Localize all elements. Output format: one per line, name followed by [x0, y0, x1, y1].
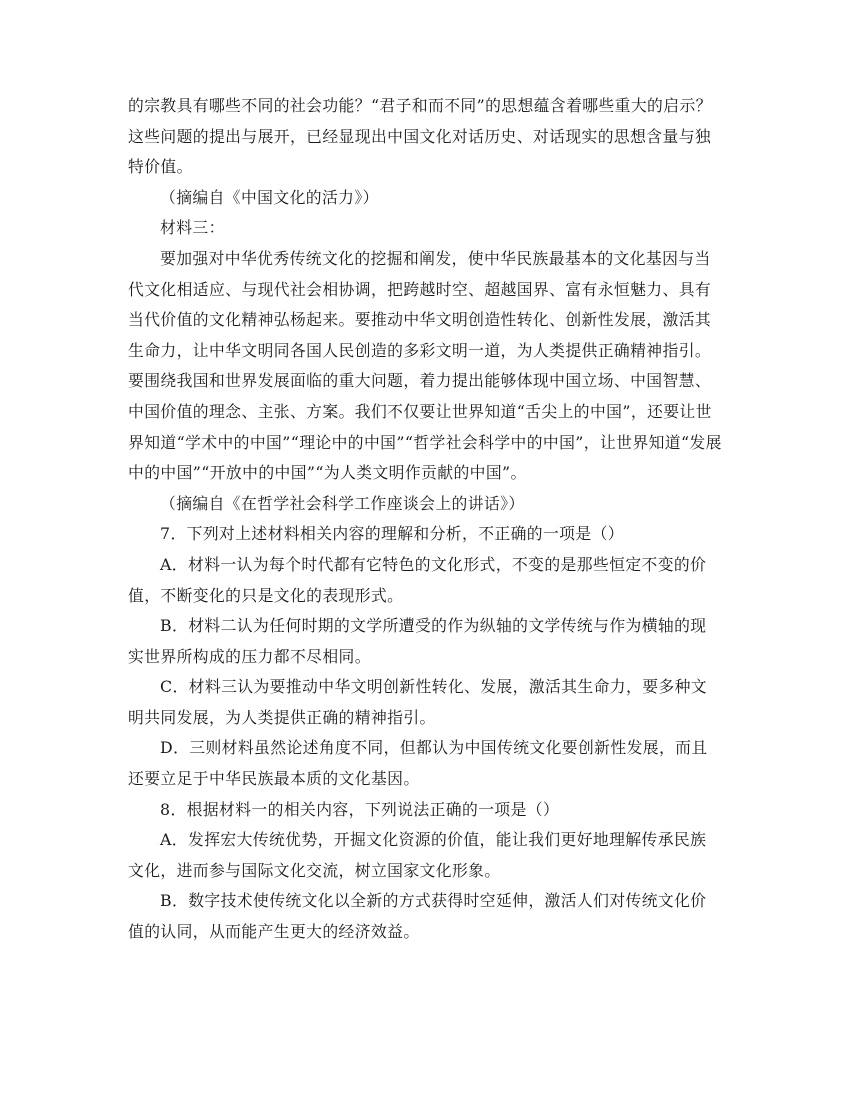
text-line: 界知道“学术中的中国”“理论中的中国”“哲学社会科学中的中国”，让世界知道“发展 — [128, 432, 722, 452]
question-stem: 8．根据材料一的相关内容，下列说法正确的一项是（） — [160, 799, 560, 819]
text-line: 的宗教具有哪些不同的社会功能？“君子和而不同”的思想蕴含着哪些重大的启示？ — [128, 96, 712, 115]
text-line: 还要立足于中华民族最本质的文化基因。 — [128, 769, 420, 789]
document-body — [128, 91, 733, 948]
text-line: 要围绕我国和世界发展面临的重大问题，着力提出能够体现中国立场、中国智慧、 — [128, 371, 712, 391]
text-line: 明共同发展，为人类提供正确的精神指引。 — [128, 707, 436, 727]
text-line: 这些问题的提出与展开，已经显现出中国文化对话历史、对话现实的思想含量与独 — [128, 126, 712, 146]
answer-option: A．材料一认为每个时代都有它特色的文化形式，不变的是那些恒定不变的价 — [160, 554, 707, 574]
text-line: 值的认同，从而能产生更大的经济效益。 — [128, 922, 420, 942]
text-line: 生命力，让中华文明同各国人民创造的多彩文明一道，为人类提供正确精神指引。 — [128, 340, 712, 360]
document-page — [128, 91, 733, 948]
text-line: 中的中国”“开放中的中国”“为人类文明作贡献的中国”。 — [128, 463, 527, 483]
answer-option: B．数字技术使传统文化以全新的方式获得时空延伸，激活人们对传统文化价 — [160, 891, 707, 911]
text-line: 要加强对中华优秀传统文化的挖掘和阐发，使中华民族最基本的文化基因与当 — [160, 248, 711, 268]
answer-option: C．材料三认为要推动中华文明创新性转化、发展，激活其生命力，要多种文 — [160, 677, 707, 697]
text-line: 代文化相适应、与现代社会相协调，把跨越时空、超越国界、富有永恒魅力、具有 — [128, 279, 712, 299]
source-citation: （摘编自《在哲学社会科学工作座谈会上的讲话》） — [160, 493, 525, 513]
text-line: 实世界所构成的压力都不尽相同。 — [128, 646, 371, 666]
source-citation: （摘编自《中国文化的活力》） — [160, 187, 379, 207]
text-line: 当代价值的文化精神弘杨起来。要推动中华文明创造性转化、创新性发展，激活其 — [128, 310, 712, 330]
answer-option: A．发挥宏大传统优势，开掘文化资源的价值，能让我们更好地理解传承民族 — [160, 830, 707, 850]
answer-option: D．三则材料虽然论述角度不同，但都认为中国传统文化要创新性发展，而且 — [160, 738, 708, 758]
text-line: 文化，进而参与国际文化交流，树立国家文化形象。 — [128, 860, 501, 880]
text-line: 中国价值的理念、主张、方案。我们不仅要让世界知道“舌尖上的中国”，还要让世 — [128, 401, 712, 421]
section-heading: 材料三： — [160, 218, 225, 238]
text-line: 值，不断变化的只是文化的表现形式。 — [128, 585, 404, 605]
text-line: 特价值。 — [128, 157, 193, 177]
question-stem: 7．下列对上述材料相关内容的理解和分析，不正确的一项是（） — [160, 524, 624, 544]
answer-option: B．材料二认为任何时期的文学所遭受的作为纵轴的文学传统与作为横轴的现 — [160, 616, 707, 636]
